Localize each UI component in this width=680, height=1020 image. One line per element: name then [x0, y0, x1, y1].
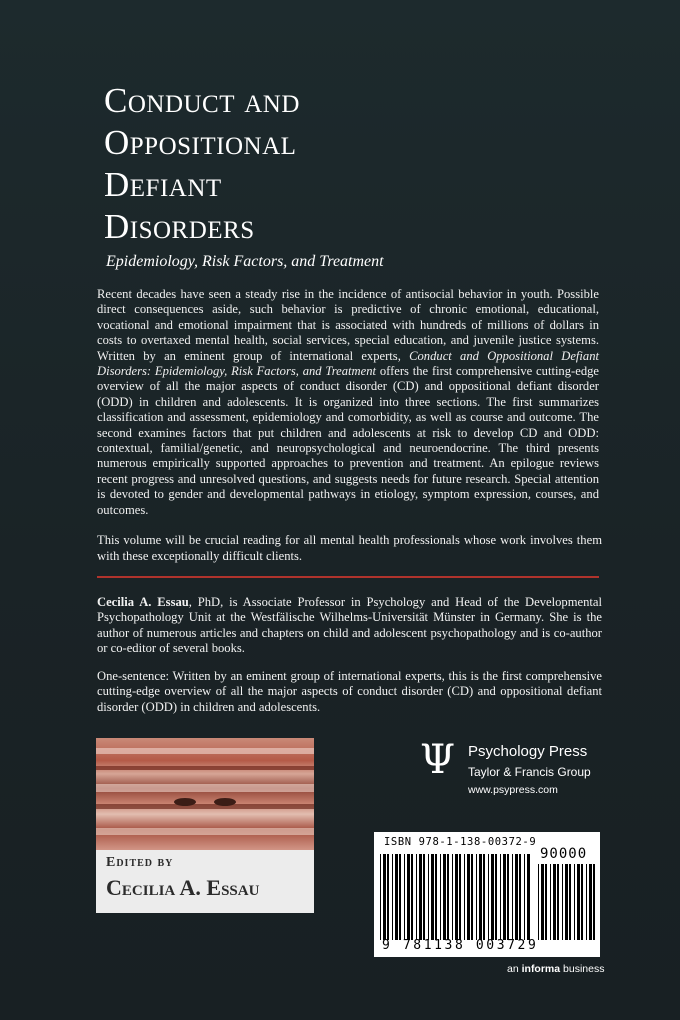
volume-note: This volume will be crucial reading for all mental health professionals whose work involves them with these exceptionally difficult clients. [97, 533, 602, 563]
barcode-bar [467, 854, 470, 940]
barcode-bar [553, 864, 556, 940]
barcode-bar [524, 854, 525, 940]
barcode-bar [488, 854, 489, 940]
barcode-bar [581, 864, 583, 940]
psi-icon: Ψ [420, 737, 456, 783]
barcode-bar [483, 854, 485, 940]
barcode-bar [545, 864, 547, 940]
publisher-group: Taylor & Francis Group [468, 765, 591, 779]
barcode-icon [380, 854, 530, 940]
barcode-bar [464, 854, 465, 940]
barcode-bar [507, 854, 509, 940]
author-bio [97, 595, 602, 657]
barcode-bar [428, 854, 429, 940]
divider-rule [97, 576, 599, 578]
barcode-bar [500, 854, 501, 940]
barcode-bar [495, 854, 497, 940]
cover-photo [96, 738, 314, 850]
price-code: 90000 [540, 846, 588, 862]
barcode-bar [541, 864, 544, 940]
barcode-bar [423, 854, 425, 940]
barcode-addon-icon [538, 864, 596, 940]
barcode-bar [471, 854, 473, 940]
eye-shape [174, 798, 196, 806]
description [97, 287, 599, 518]
edited-by-label: Edited by [106, 855, 174, 870]
title-line: Disorders [104, 207, 255, 246]
title-line: Conduct and [104, 81, 300, 120]
book-subtitle: Epidemiology, Risk Factors, and Treatment [106, 253, 384, 270]
title-line: Defiant [104, 165, 222, 204]
informa-footer: an informa business [507, 963, 605, 975]
barcode-bar [455, 854, 458, 940]
barcode-bar [443, 854, 446, 940]
one-sentence-summary: One-sentence: Written by an eminent group of international experts, this is the first comprehensive cutting-edge overview of all the major aspects of conduct disorder (CD) and oppositional defiant disorder (ODD) in children and adolescents. [97, 669, 602, 714]
barcode-bar [431, 854, 434, 940]
barcode-bar [562, 864, 563, 940]
ean-digits: 9 781138 003729 [382, 938, 539, 953]
barcode-bar [593, 864, 595, 940]
barcode-bar [419, 854, 422, 940]
barcode-bar [404, 854, 405, 940]
title-line: Oppositional [104, 123, 297, 162]
description-part2: offers the first comprehensive cutting-edge overview of all the major aspects of conduct disorder (CD) and oppositional defiant disorder (ODD) in children and adolescents. It is organized into three sections. The first summarizes classification and assessment, epidemiology and comorbidity, as well as course and outcome. The second examines factors that put children and adolescents at risk to develop CD and ODD: contextual, familial/genetic, and neuropsychological and neuroendocrine. The third presents numerous empirically supported approaches to prevention and treatment. An epilogue reviews recent progress and unresolved questions, and suggests needs for future research. Special attention is devoted to gender and developmental pathways in etiology, symptom expression, courses, and outcomes. [97, 364, 599, 517]
barcode-panel [374, 832, 600, 957]
isbn-text: ISBN 978-1-138-00372-9 [384, 836, 537, 848]
barcode-bar [515, 854, 518, 940]
barcode-bar [479, 854, 482, 940]
barcode-bar [416, 854, 417, 940]
publisher-url: www.psypress.com [468, 784, 558, 796]
author-name: Cecilia A. Essau [97, 595, 189, 609]
barcode-bar [407, 854, 410, 940]
barcode-bar [387, 854, 389, 940]
barcode-bar [392, 854, 393, 940]
publisher-logo [420, 738, 620, 798]
eye-shape [214, 798, 236, 806]
description-part1: Recent decades have seen a steady rise in the incidence of antisocial behavior in youth. Possible direct consequences aside, such behavior is predictive of chronic emotional, educational, vocational and emotional impairment that is associated with hundreds of millions of dollars in costs to overtaxed mental health, social services, special education, and juvenile justice systems. Written by an eminent group of international experts, [97, 287, 599, 363]
barcode-bar [538, 864, 539, 940]
barcode-bar [557, 864, 559, 940]
informa-brand: informa [521, 963, 561, 975]
barcode-bar [380, 854, 381, 940]
barcode-bar [550, 864, 551, 940]
cover-thumbnail [96, 738, 314, 913]
editor-name: Cecilia A. Essau [106, 875, 260, 900]
publisher-name: Psychology Press [468, 743, 588, 760]
barcode-bar [589, 864, 592, 940]
barcode-bar [577, 864, 580, 940]
author-bio-text: , PhD, is Associate Professor in Psychology and Head of the Developmental Psychopathology Unit at the Westfälische Wilhelms-Universität Münster in Germany. She is the author of numerous articles and chapters on child and adolescent psychopathology and is co-author or co-editor of several books. [97, 595, 602, 656]
barcode-bar [491, 854, 494, 940]
barcode-bar [459, 854, 461, 940]
barcode-bar [574, 864, 575, 940]
barcode-bar [565, 864, 568, 940]
book-title [104, 80, 604, 248]
barcode-bar [411, 854, 413, 940]
barcode-bar [527, 854, 530, 940]
barcode-bar [399, 854, 401, 940]
barcode-bar [447, 854, 449, 940]
barcode-bar [569, 864, 571, 940]
barcode-bar [503, 854, 506, 940]
barcode-bar [512, 854, 513, 940]
barcode-bar [395, 854, 398, 940]
barcode-bar [452, 854, 453, 940]
barcode-bar [383, 854, 386, 940]
description-book-title: Conduct and Oppositional Defiant Disorders: Epidemiology, Risk Factors, and Treatment [97, 348, 599, 379]
barcode-bar [440, 854, 441, 940]
barcode-bar [435, 854, 437, 940]
barcode-bar [519, 854, 521, 940]
barcode-bar [586, 864, 587, 940]
barcode-bar [476, 854, 477, 940]
